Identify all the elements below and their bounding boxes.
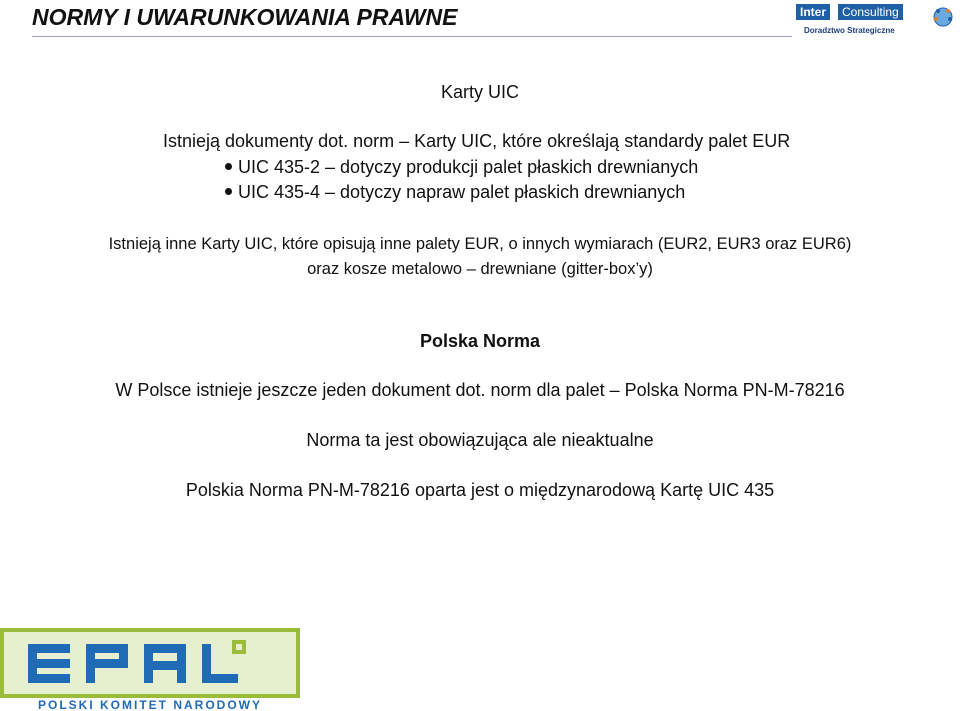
bullet-icon: [225, 188, 232, 195]
bullet-icon: [225, 163, 232, 170]
other-uic-line: Istnieją inne Karty UIC, które opisują inne palety EUR, o innych wymiarach (EUR2, EUR3 oraz EUR6): [108, 235, 852, 253]
logo-consulting-text: Consulting: [838, 4, 903, 20]
logo-subtitle: Doradztwo Strategiczne: [804, 26, 895, 35]
inter-consulting-logo: [796, 4, 956, 40]
bullet-item: [225, 182, 685, 203]
globe-people-icon: [932, 6, 954, 28]
norma-status-text: Norma ta jest obowiązująca ale nieaktualne: [306, 430, 654, 450]
norma-basis-text: Polskia Norma PN-M-78216 oparta jest o międzynarodową Kartę UIC 435: [185, 480, 775, 500]
logo-inter-text: Inter: [796, 4, 830, 20]
uic-intro-text: Istnieją dokumenty dot. norm – Karty UIC, które określają standardy palet EUR: [163, 131, 791, 151]
bullet-text: UIC 435-4 – dotyczy napraw palet płaskich drewnianych: [238, 182, 686, 202]
epal-logo: [0, 626, 300, 711]
section-heading-polska-norma: Polska Norma: [419, 331, 541, 351]
bullet-text: UIC 435-2 – dotyczy produkcji palet płaskich drewnianych: [238, 157, 699, 177]
section-heading-uic: Karty UIC: [440, 82, 519, 102]
other-uic-line: oraz kosze metalowo – drewniane (gitter-box’y): [307, 260, 653, 278]
epal-caption: POLSKI KOMITET NARODOWY: [38, 698, 262, 711]
other-uic-paragraph: [0, 232, 960, 282]
page-title: NORMY I UWARUNKOWANIA PRAWNE: [32, 4, 458, 30]
polska-norma-text: W Polsce istnieje jeszcze jeden dokument dot. norm dla palet – Polska Norma PN-M-78216: [115, 380, 845, 400]
bullet-item: [225, 157, 698, 178]
title-divider: [32, 36, 792, 37]
